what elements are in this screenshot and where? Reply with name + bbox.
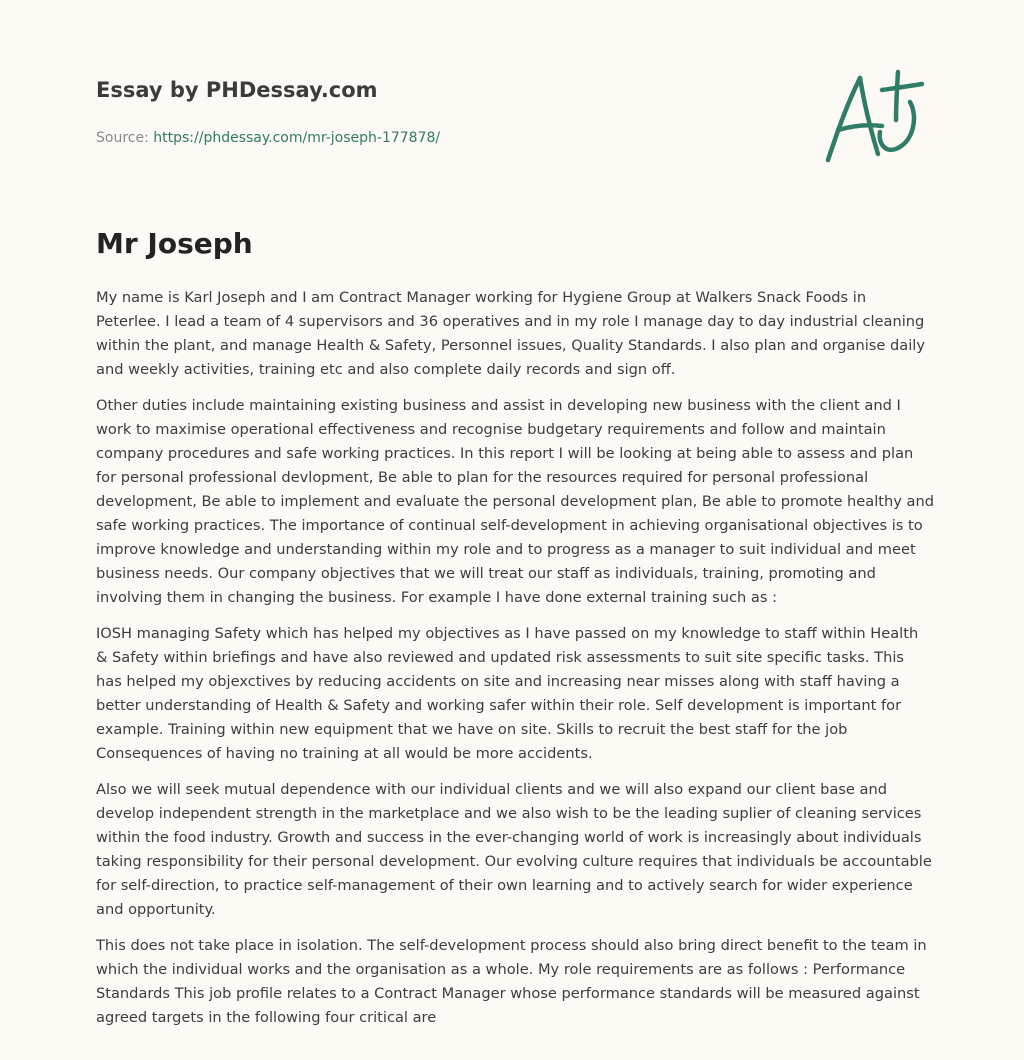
article-body <box>96 286 934 1042</box>
paragraph: My name is Karl Joseph and I am Contract Manager working for Hygiene Group at Walkers Snack Foods in Peterlee. I lead a team of 4 supervisors and 36 operatives and in my role I manage day to day industrial cleaning within the plant, and manage Health & Safety, Personnel issues, Quality Standards. I also plan and organise daily and weekly activities, training etc and also complete daily records and sign off. <box>96 289 925 378</box>
site-title: Essay by PHDessay.com <box>96 78 378 102</box>
source-link[interactable]: https://phdessay.com/mr-joseph-177878/ <box>153 130 441 146</box>
paragraph: Other duties include maintaining existing business and assist in developing new business with the client and I work to maximise operational effectiveness and recognise budgetary requirements and follow and maintain company procedures and safe working practices. In this report I will be looking at being able to assess and plan for personal professional devlopment, Be able to plan for the resources required for personal professional development, Be able to implement and evaluate the personal development plan, Be able to promote healthy and safe working practices. The importance of continual self-development in achieving organisational objectives is to improve knowledge and understanding within my role and to progress as a manager to suit individual and meet business needs. Our company objectives that we will treat our staff as individuals, training, promoting and involving them in changing the business. For example I have done external training such as : <box>96 397 934 606</box>
source-line <box>96 128 796 148</box>
paragraph: This does not take place in isolation. The self-development process should also bring direct benefit to the team in which the individual works and the organisation as a whole. My role requirements are as follows : Performance Standards This job profile relates to a Contract Manager whose performance standards will be measured against agreed targets in the following four critical are <box>96 937 927 1026</box>
paragraph: IOSH managing Safety which has helped my objectives as I have passed on my knowledge to staff within Health & Safety within briefings and have also reviewed and updated risk assessments to suit site specific tasks. This has helped my objexctives by reducing accidents on site and increasing near misses along with staff having a better understanding of Health & Safety and working safer within their role. Self development is important for example. Training within new equipment that we have on site. Skills to recruit the best staff for the job Consequences of having no training at all would be more accidents. <box>96 625 919 762</box>
source-label: Source: <box>96 130 149 146</box>
a-plus-grade-icon <box>818 66 928 166</box>
page-header <box>96 76 796 148</box>
paragraph: Also we will seek mutual dependence with our individual clients and we will also expand our client base and develop independent strength in the marketplace and we also wish to be the leading suplier of cleaning services within the food industry. Growth and success in the ever-changing world of work is increasingly about individuals taking responsibility for their personal development. Our evolving culture requires that individuals be accountable for self-direction, to practice self-management of their own learning and to actively search for wider experience and opportunity. <box>96 781 932 918</box>
article-title: Mr Joseph <box>96 227 253 260</box>
